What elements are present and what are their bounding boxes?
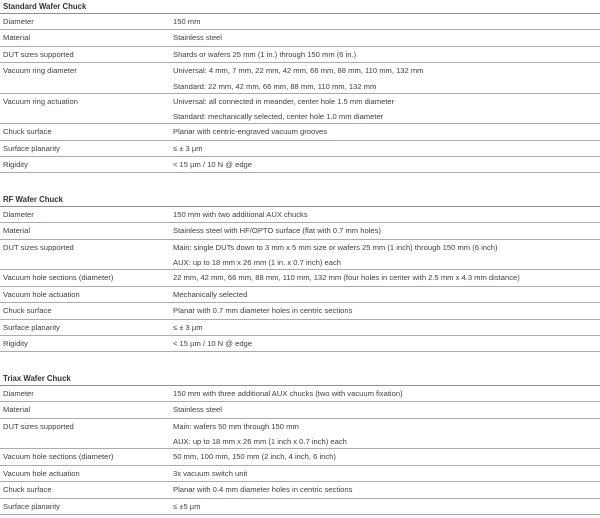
spec-value-line: Main: wafers 50 mm through 150 mm <box>173 421 299 431</box>
spec-value-line: Stainless steel <box>173 405 222 415</box>
section-title: Triax Wafer Chuck <box>3 374 71 383</box>
spec-label: Vacuum hole sections (diameter) <box>3 273 114 283</box>
spec-label: Rigidity <box>3 338 28 348</box>
spec-value-line: Planar with 0.4 mm diameter holes in centric sections <box>173 485 353 495</box>
spec-value-line: ≤ ± 3 µm <box>173 322 203 332</box>
section-title: Standard Wafer Chuck <box>3 2 87 11</box>
spec-value-line: Universal: all connected in meander, center hole 1.5 mm diameter <box>173 96 395 106</box>
spec-value-line: AUX: up to 18 mm x 26 mm (1 inch x 0.7 inch) each <box>173 437 347 447</box>
spec-label: Diameter <box>3 210 34 219</box>
spec-label: Surface planarity <box>3 501 60 511</box>
spec-row <box>0 335 600 351</box>
spec-value-line: 3x vacuum switch unit <box>173 468 248 478</box>
spec-value-line: Stainless steel <box>173 33 222 43</box>
spec-row <box>0 29 600 45</box>
divider <box>0 514 600 515</box>
spec-row <box>0 319 600 335</box>
spec-label: Chuck surface <box>3 127 52 137</box>
spec-row <box>0 62 600 93</box>
spec-label: Chuck surface <box>3 306 52 316</box>
spec-row <box>0 286 600 302</box>
spec-row <box>0 156 600 172</box>
spec-value-line: Standard: mechanically selected, center hole 1.0 mm diameter <box>173 112 384 122</box>
spec-row <box>0 401 600 417</box>
spec-value-line: Planar with 0.7 mm diameter holes in centric sections <box>173 306 353 316</box>
spec-value-line: ≤ ±5 µm <box>173 501 201 511</box>
spec-value-line: Standard: 22 mm, 42 mm, 66 mm, 88 mm, 110 mm, 132 mm <box>173 81 377 91</box>
spec-row <box>0 302 600 318</box>
spec-label: Rigidity <box>3 160 28 169</box>
spec-label: Vacuum ring actuation <box>3 96 78 106</box>
spec-row <box>0 481 600 497</box>
spec-row <box>0 269 600 285</box>
spec-row <box>0 465 600 481</box>
spec-row <box>0 448 600 464</box>
spec-label: Chuck surface <box>3 485 52 495</box>
spec-value-line: Shards or wafers 25 mm (1 in.) through 150 mm (6 in.) <box>173 49 357 59</box>
spec-value-line: Stainless steel with HF/OPTO surface (flat with 0.7 mm holes) <box>173 226 381 236</box>
spec-value-line: < 15 µm / 10 N @ edge <box>173 160 252 169</box>
spec-value-line: Main: single DUTs down to 3 mm x 5 mm size or wafers 25 mm (1 inch) through 150 mm (6 inch) <box>173 242 498 252</box>
spec-label: Surface planarity <box>3 143 60 153</box>
spec-label: Vacuum hole actuation <box>3 468 80 478</box>
spec-value-line: ≤ ± 3 µm <box>173 143 203 153</box>
spec-row <box>0 418 600 449</box>
spec-label: Diameter <box>3 389 34 398</box>
spec-label: Vacuum hole sections (diameter) <box>3 452 114 462</box>
spec-label: DUT sizes supported <box>3 49 74 59</box>
spec-label: Vacuum ring diameter <box>3 66 77 76</box>
spec-row <box>0 46 600 62</box>
spec-row <box>0 123 600 139</box>
spec-value-line: Planar with centric-engraved vacuum grooves <box>173 127 328 137</box>
spec-row <box>0 239 600 270</box>
spec-label: DUT sizes supported <box>3 421 74 431</box>
spec-label: Material <box>3 226 31 236</box>
spec-row <box>0 498 600 514</box>
spec-value-line: < 15 µm / 10 N @ edge <box>173 338 252 348</box>
spec-value-line: Universal: 4 mm, 7 mm, 22 mm, 42 mm, 66 mm, 88 mm, 110 mm, 132 mm <box>173 66 424 76</box>
spec-value-line: 22 mm, 42 mm, 66 mm, 88 mm, 110 mm, 132 mm (four holes in center with 2.5 mm x 4.3 mm distance) <box>173 273 520 283</box>
spec-label: DUT sizes supported <box>3 242 74 252</box>
spec-value-line: Mechanically selected <box>173 289 248 299</box>
spec-label: Diameter <box>3 17 34 26</box>
spec-value-line: 50 mm, 100 mm, 150 mm (2 inch, 4 inch, 6 inch) <box>173 452 336 462</box>
spec-row <box>0 93 600 124</box>
spec-row <box>0 13 600 29</box>
spec-label: Material <box>3 33 31 43</box>
spec-label: Vacuum hole actuation <box>3 289 80 299</box>
spec-value-line: 150 mm <box>173 17 201 26</box>
spec-row <box>0 206 600 222</box>
spec-value-line: 150 mm with two additional AUX chucks <box>173 210 308 219</box>
spec-row <box>0 385 600 401</box>
spec-row <box>0 140 600 156</box>
spec-row <box>0 222 600 238</box>
divider <box>0 172 600 173</box>
divider <box>0 351 600 352</box>
spec-value-line: AUX: up to 18 mm x 26 mm (1 in. x 0.7 inch) each <box>173 258 341 268</box>
spec-value-line: 150 mm with three additional AUX chucks (two with vacuum fixation) <box>173 389 403 398</box>
section-title: RF Wafer Chuck <box>3 195 63 204</box>
spec-label: Material <box>3 405 31 415</box>
spec-label: Surface planarity <box>3 322 60 332</box>
